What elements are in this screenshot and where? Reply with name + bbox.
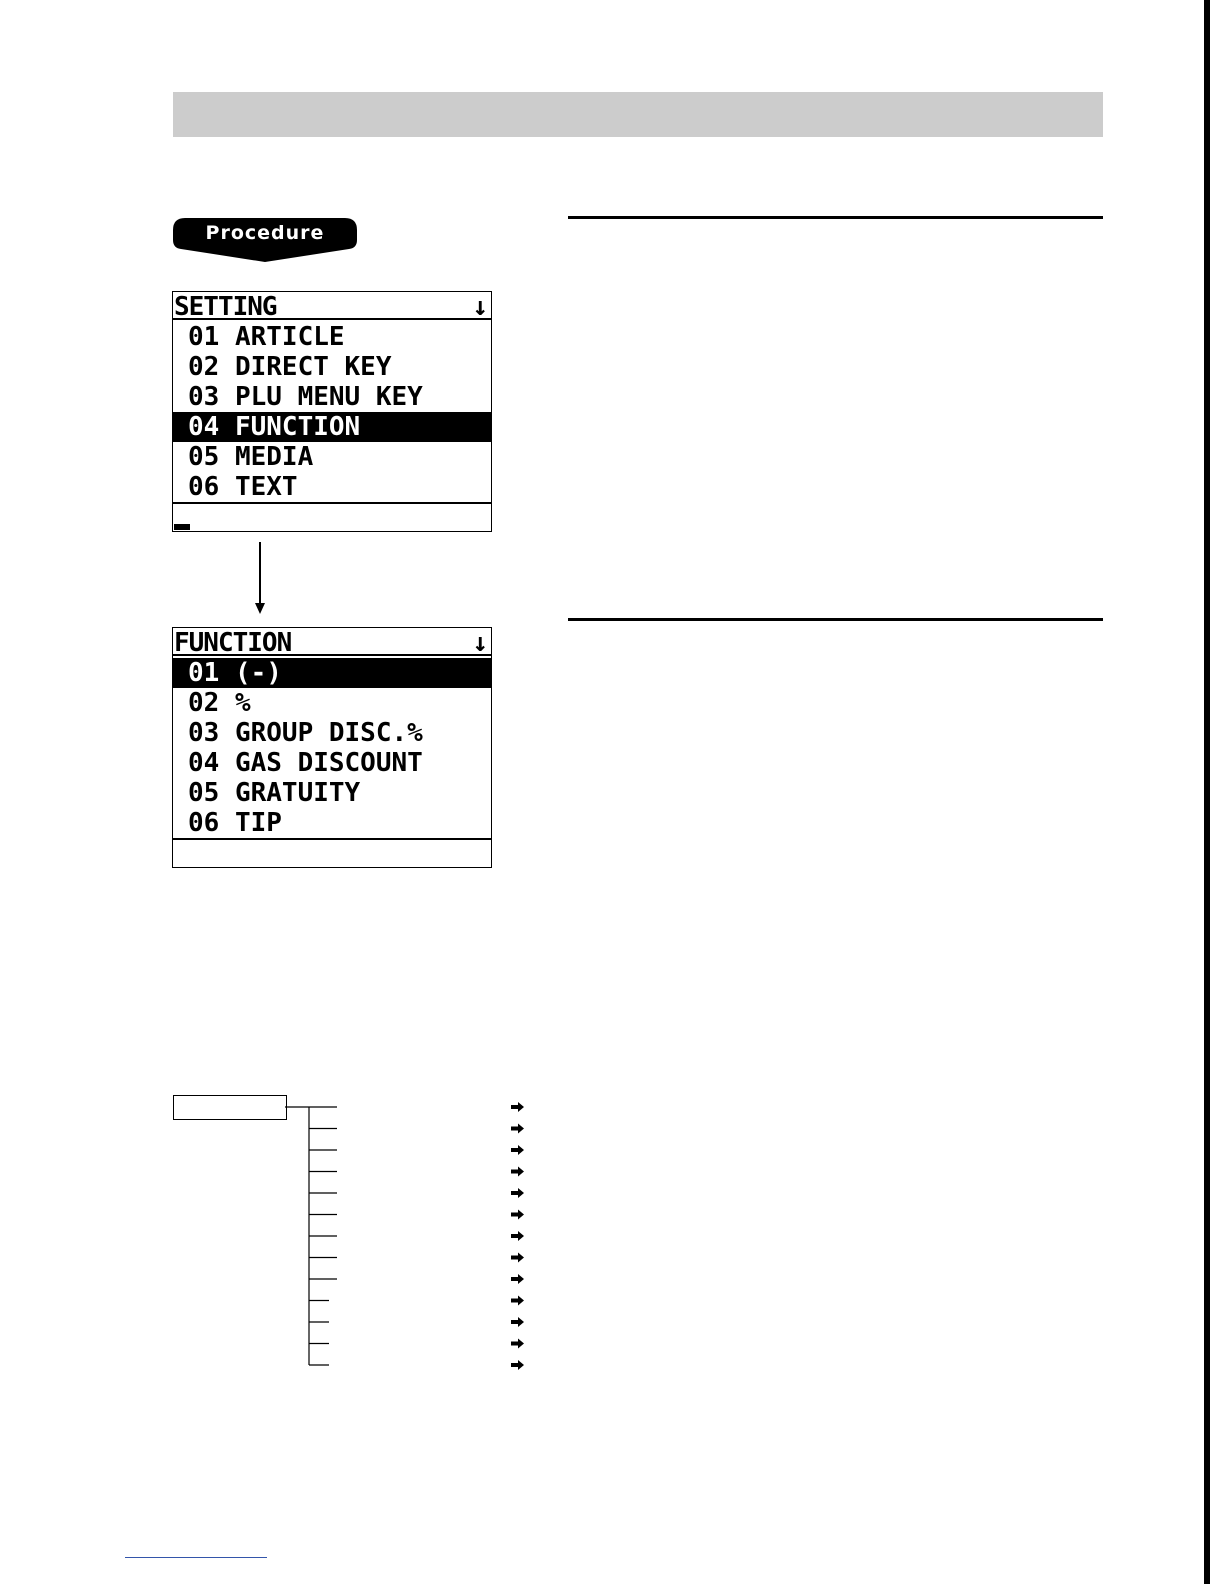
function-menu-list — [173, 658, 491, 838]
function-menu-item-group-disc[interactable]: 03 GROUP DISC.% — [188, 718, 423, 748]
procedure-label: Procedure — [205, 222, 325, 244]
right-arrow-icon — [511, 1231, 524, 1241]
right-arrow-icon — [511, 1317, 524, 1327]
right-arrow-icon — [511, 1253, 524, 1263]
function-menu-item-percent[interactable]: 02 % — [188, 688, 251, 718]
function-input-line[interactable] — [173, 838, 491, 867]
procedure-badge — [173, 218, 357, 262]
setting-menu-list — [173, 322, 491, 502]
right-arrow-icon — [511, 1360, 524, 1370]
tree-root-box — [173, 1095, 287, 1120]
scroll-down-icon: ↓ — [472, 628, 488, 658]
function-menu-item-gratuity[interactable]: 05 GRATUITY — [188, 778, 361, 808]
setting-menu-item-plu-menu-key[interactable]: 03 PLU MENU KEY — [188, 382, 423, 412]
right-arrow-icon — [511, 1296, 524, 1306]
step-divider-1 — [568, 216, 1103, 219]
function-menu-item-minus[interactable]: 01 (-) — [173, 658, 491, 688]
input-cursor — [174, 524, 190, 530]
page-link-underline[interactable] — [125, 1557, 267, 1558]
setting-menu-item-function[interactable]: 04 FUNCTION — [173, 412, 491, 442]
function-screen-title: FUNCTION — [173, 628, 491, 656]
right-arrow-icon — [511, 1102, 524, 1112]
right-arrow-icon — [511, 1339, 524, 1349]
function-tree-diagram — [280, 1095, 540, 1375]
right-arrow-icon — [511, 1124, 524, 1134]
function-menu-item-tip[interactable]: 06 TIP — [188, 808, 282, 838]
setting-menu-screen — [172, 291, 492, 532]
page-edge-bar — [1204, 0, 1210, 1584]
setting-menu-item-article[interactable]: 01 ARTICLE — [188, 322, 345, 352]
right-arrow-icon — [511, 1274, 524, 1284]
step-divider-2 — [568, 618, 1103, 621]
flow-down-arrow-icon — [252, 542, 268, 614]
scroll-down-icon: ↓ — [472, 292, 488, 322]
setting-menu-item-direct-key[interactable]: 02 DIRECT KEY — [188, 352, 392, 382]
section-header-banner — [173, 92, 1103, 137]
setting-input-line[interactable] — [173, 502, 491, 531]
setting-menu-item-text[interactable]: 06 TEXT — [188, 472, 298, 502]
right-arrow-icon — [511, 1188, 524, 1198]
right-arrow-icon — [511, 1167, 524, 1177]
function-menu-item-gas-discount[interactable]: 04 GAS DISCOUNT — [188, 748, 423, 778]
right-arrow-icon — [511, 1145, 524, 1155]
setting-menu-item-media[interactable]: 05 MEDIA — [188, 442, 314, 472]
function-menu-screen — [172, 627, 492, 868]
right-arrow-icon — [511, 1210, 524, 1220]
setting-screen-title: SETTING — [173, 292, 491, 320]
